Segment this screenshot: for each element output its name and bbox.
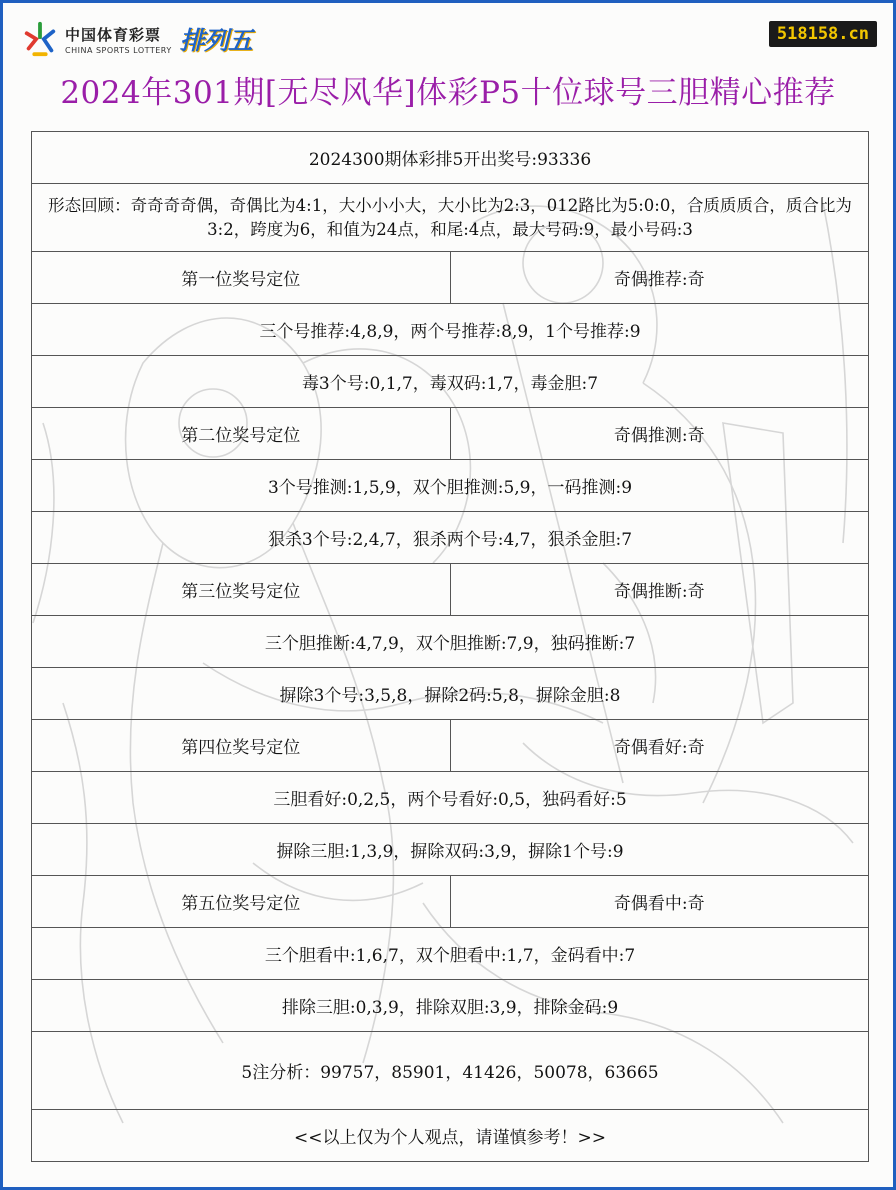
table-row (32, 824, 869, 876)
position-label-cell: 第三位奖号定位 (32, 564, 451, 616)
position-label-cell: 第四位奖号定位 (32, 720, 451, 772)
table-row (32, 928, 869, 980)
table-row (32, 1032, 869, 1110)
table-row (32, 720, 869, 772)
site-badge[interactable]: 518158.cn (769, 21, 877, 47)
pick-cell: 三个胆看中:1,6,7，双个胆看中:1,7，金码看中:7 (32, 928, 869, 980)
table-row (32, 252, 869, 304)
disclaimer-cell: <<以上仅为个人观点，请谨慎参考！>> (32, 1110, 869, 1162)
exclude-cell: 摒除三胆:1,3,9，摒除双码:3,9，摒除1个号:9 (32, 824, 869, 876)
lottery-star-icon (21, 20, 59, 58)
table-row (32, 460, 869, 512)
logo-chinese-text: 中国体育彩票 (65, 25, 162, 44)
table-row (32, 564, 869, 616)
parity-cell: 奇偶看好:奇 (450, 720, 869, 772)
table-row (32, 980, 869, 1032)
parity-cell: 奇偶看中:奇 (450, 876, 869, 928)
table-row (32, 668, 869, 720)
page-title: 2024年301期[无尽风华]体彩P5十位球号三胆精心推荐 (60, 75, 836, 111)
table-row (32, 184, 869, 252)
pick-cell: 三胆看好:0,2,5，两个号看好:0,5，独码看好:5 (32, 772, 869, 824)
draw-result-cell: 2024300期体彩排5开出奖号:93336 (32, 132, 869, 184)
table-row (32, 304, 869, 356)
position-label-cell: 第五位奖号定位 (32, 876, 451, 928)
logo-game-name: 排列五 (179, 26, 252, 55)
position-label-cell: 第二位奖号定位 (32, 408, 451, 460)
table-row (32, 356, 869, 408)
logo-english-text: CHINA SPORTS LOTTERY (65, 45, 172, 55)
exclude-cell: 毒3个号:0,1,7，毒双码:1,7，毒金胆:7 (32, 356, 869, 408)
recommendation-table (31, 131, 869, 1162)
analysis-cell: 5注分析：99757，85901，41426，50078，63665 (32, 1032, 869, 1110)
position-label-cell: 第一位奖号定位 (32, 252, 451, 304)
table-row (32, 876, 869, 928)
header (3, 3, 893, 123)
pick-cell: 3个号推测:1,5,9，双个胆推测:5,9，一码推测:9 (32, 460, 869, 512)
parity-cell: 奇偶推断:奇 (450, 564, 869, 616)
table-row (32, 616, 869, 668)
exclude-cell: 摒除3个号:3,5,8，摒除2码:5,8，摒除金胆:8 (32, 668, 869, 720)
table-row (32, 1110, 869, 1162)
parity-cell: 奇偶推测:奇 (450, 408, 869, 460)
pick-cell: 三个胆推断:4,7,9，双个胆推断:7,9，独码推断:7 (32, 616, 869, 668)
review-cell: 形态回顾：奇奇奇奇偶，奇偶比为4:1，大小小小大，大小比为2:3，012路比为5:0:0，合质质质合，质合比为3:2，跨度为6，和值为24点，和尾:4点，最大号码:9，最小号码:3 (32, 184, 869, 252)
table-row (32, 132, 869, 184)
pick-cell: 三个号推荐:4,8,9，两个号推荐:8,9，1个号推荐:9 (32, 304, 869, 356)
parity-cell: 奇偶推荐:奇 (450, 252, 869, 304)
table-row (32, 772, 869, 824)
table-row (32, 512, 869, 564)
lottery-logo (21, 19, 252, 59)
exclude-cell: 排除三胆:0,3,9，排除双胆:3,9，排除金码:9 (32, 980, 869, 1032)
exclude-cell: 狠杀3个号:2,4,7，狠杀两个号:4,7，狠杀金胆:7 (32, 512, 869, 564)
table-row (32, 408, 869, 460)
